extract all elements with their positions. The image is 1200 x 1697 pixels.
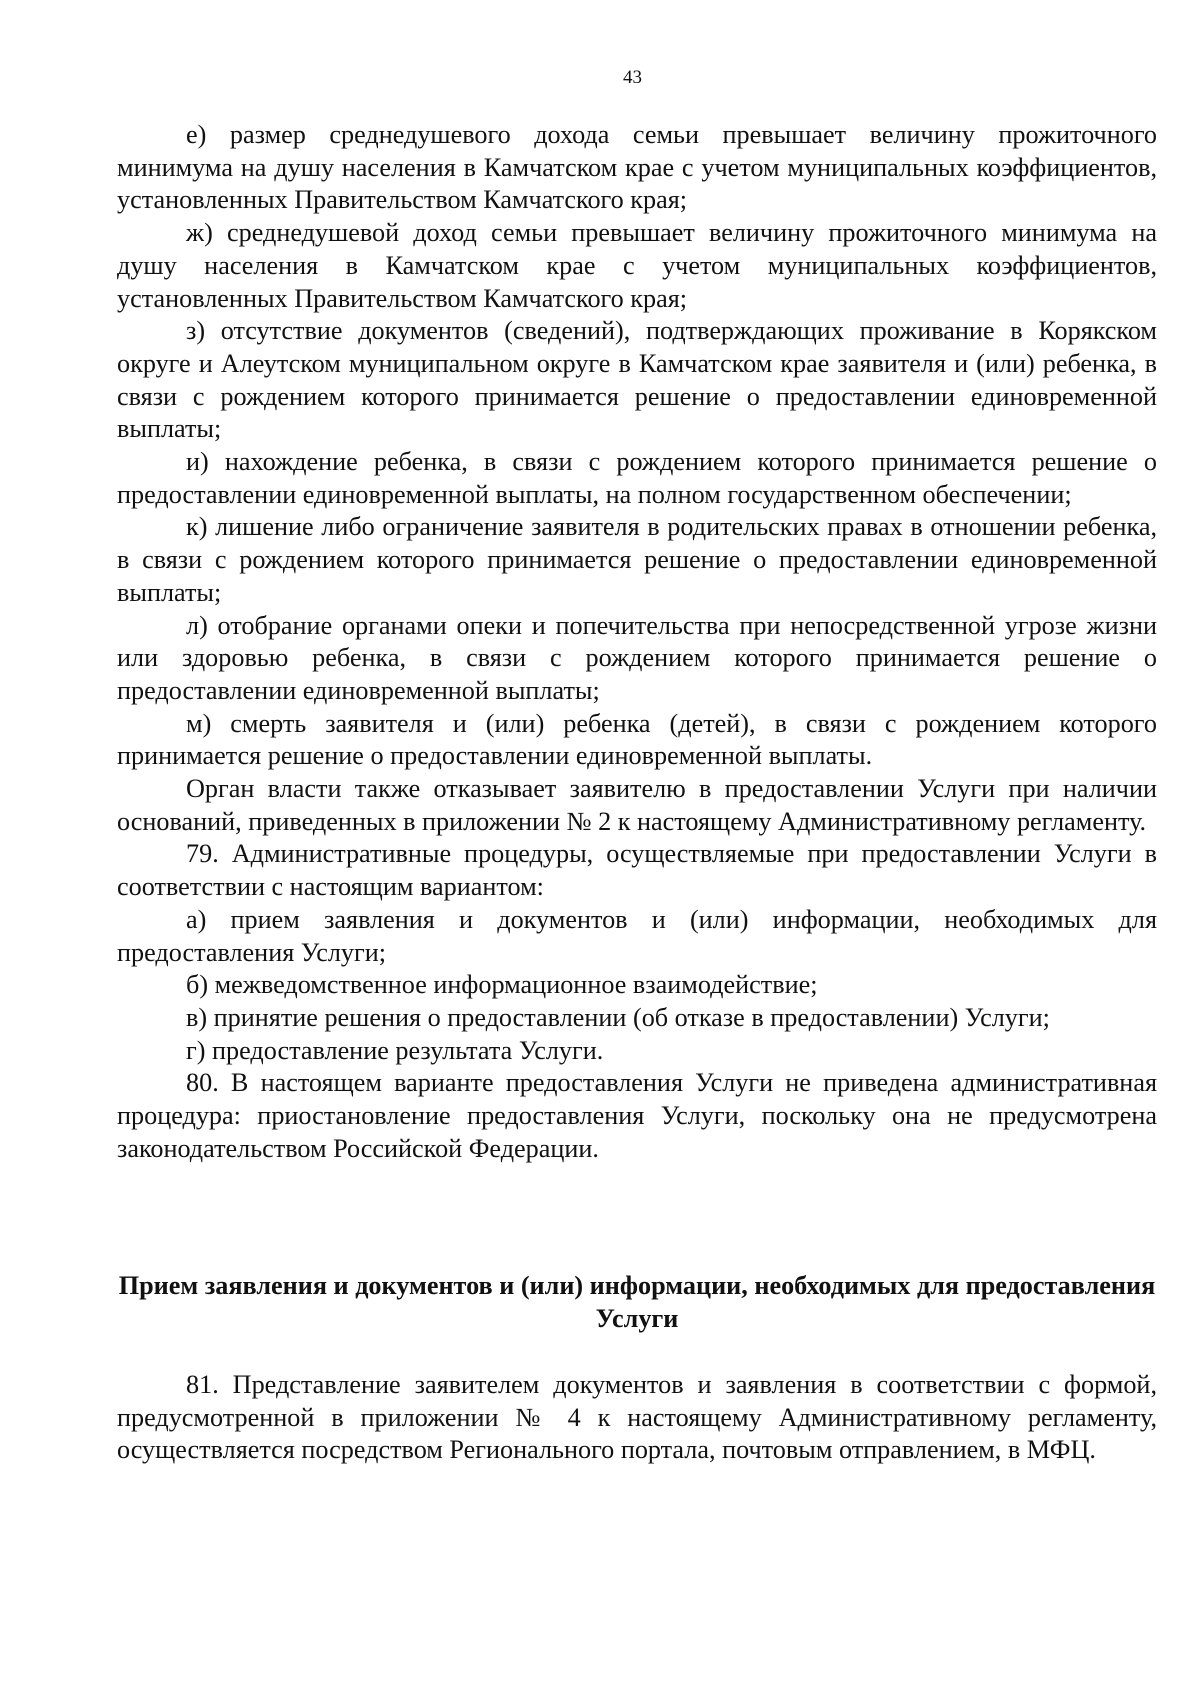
section-heading: Прием заявления и документов и (или) информации, необходимых для предоставления Услуги	[118, 1271, 1156, 1333]
document-body	[117, 119, 1157, 1166]
paragraph-item-zh: ж) среднедушевой доход семьи превышает величину прожиточного минимума на душу населения в Камчатском крае с учетом муниципальных коэффициентов, установленных Правительством Камчатского края;	[117, 218, 1157, 313]
paragraph-81: 81. Представление заявителем документов и заявления в соответствии с формой, предусмотренной в приложении № 4 к настоящему Административному регламенту, осуществляется посредством Регионального портала, почтовым отправлением, в МФЦ.	[117, 1370, 1157, 1465]
paragraph-79-b: б) межведомственное информационное взаимодействие;	[186, 970, 818, 1000]
paragraph-80: 80. В настоящем варианте предоставления Услуги не приведена административная процедура: приостановление предоставления Услуги, поскольку она не предусмотрена законодательством Российской Федерации.	[117, 1068, 1157, 1163]
paragraph-item-m: м) смерть заявителя и (или) ребенка (детей), в связи с рождением которого принимается решение о предоставлении единовременной выплаты.	[117, 708, 1157, 771]
paragraph-79: 79. Административные процедуры, осуществляемые при предоставлении Услуги в соответствии с настоящим вариантом:	[117, 839, 1157, 902]
paragraph-79-g: г) предоставление результата Услуги.	[186, 1035, 604, 1065]
paragraph-item-l: л) отобрание органами опеки и попечительства при непосредственной угрозе жизни или здоровью ребенка, в связи с рождением которого принимается решение о предоставлении единовременной выплаты;	[117, 610, 1157, 705]
section-body	[117, 1369, 1157, 1467]
paragraph-item-z: з) отсутствие документов (сведений), подтверждающих проживание в Корякском округе и Алеутском муниципальном округе в Камчатском крае заявителя и (или) ребенка, в связи с рождением которого принимается решение о предоставлении единовременной выплаты;	[117, 316, 1157, 444]
paragraph-item-i: и) нахождение ребенка, в связи с рождением которого принимается решение о предоставлении единовременной выплаты, на полном государственном обеспечении;	[117, 447, 1157, 509]
paragraph-item-e: е) размер среднедушевого дохода семьи превышает величину прожиточного минимума на душу населения в Камчатском крае с учетом муниципальных коэффициентов, установленных Правительством Камчатского края;	[117, 120, 1157, 215]
paragraph-refusal: Орган власти также отказывает заявителю в предоставлении Услуги при наличии оснований, приведенных в приложении № 2 к настоящему Административному регламенту.	[117, 774, 1157, 836]
paragraph-79-v: в) принятие решения о предоставлении (об отказе в предоставлении) Услуги;	[186, 1002, 1050, 1032]
page-number: 43	[623, 67, 642, 88]
paragraph-item-k: к) лишение либо ограничение заявителя в родительских правах в отношении ребенка, в связи с рождением которого принимается решение о предоставлении единовременной выплаты;	[117, 512, 1157, 607]
paragraph-79-a: а) прием заявления и документов и (или) информации, необходимых для предоставления Услуги;	[117, 904, 1157, 967]
